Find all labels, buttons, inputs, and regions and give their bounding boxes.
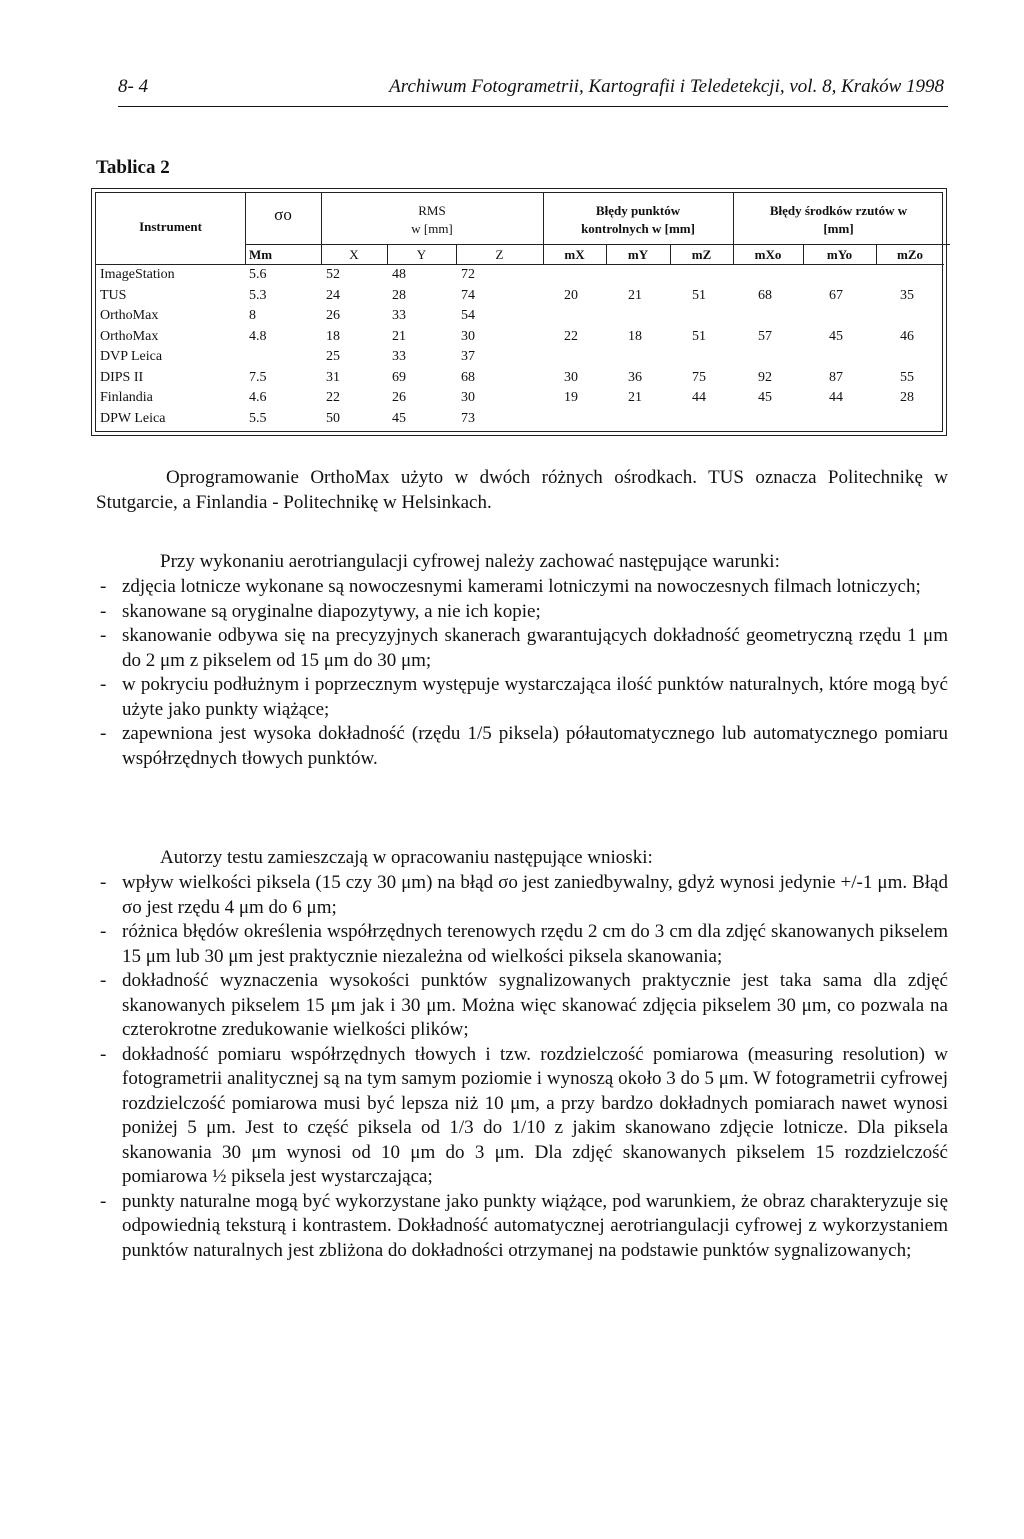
table-cell-z: 54 bbox=[461, 308, 475, 323]
header-control-errors-unit: kontrolnych w [mm] bbox=[581, 221, 695, 236]
table-cell-mxo: 57 bbox=[758, 328, 772, 344]
table-cell-x: 25 bbox=[326, 349, 340, 364]
table-cell-y: 28 bbox=[392, 287, 406, 303]
list-item: - wpływ wielkości piksela (15 czy 30 μm) na błąd σo jest zaniedbywalny, gdyż wynosi jedynie +/-1 μm. Błąd σo jest rzędu 4 μm do 6 μm; bbox=[100, 871, 948, 920]
conditions-lead: Przy wykonaniu aerotriangulacji cyfrowej należy zachować następujące warunki: bbox=[160, 551, 780, 572]
table-cell-z: 73 bbox=[461, 410, 475, 426]
table-cell-my: 18 bbox=[628, 328, 642, 344]
table-cell-sigma: 5.6 bbox=[249, 267, 267, 282]
header-sigma: σo bbox=[274, 205, 292, 224]
table-cell-myo: 67 bbox=[829, 287, 843, 303]
table-cell-instrument: OrthoMax bbox=[100, 308, 159, 323]
table-cell-sigma: 5.5 bbox=[249, 410, 267, 426]
table-cell-x: 26 bbox=[326, 308, 340, 323]
header-center-errors: Błędy środków rzutów w bbox=[769, 203, 908, 218]
header-rms-x: X bbox=[349, 247, 359, 262]
journal-title: Archiwum Fotogrametrii, Kartografii i Teledetekcji, vol. 8, Kraków 1998 bbox=[389, 76, 944, 97]
table-cell-z: 72 bbox=[461, 267, 475, 282]
table-cell-y: 26 bbox=[392, 390, 406, 405]
list-item: - zdjęcia lotnicze wykonane są nowoczesnymi kamerami lotniczymi na nowoczesnych filmach lotniczych; bbox=[100, 575, 948, 600]
table-rule bbox=[96, 264, 944, 265]
table-cell-instrument: OrthoMax bbox=[100, 328, 159, 344]
running-header bbox=[118, 72, 948, 107]
table-cell-x: 18 bbox=[326, 328, 340, 344]
table-note: Oprogramowanie OrthoMax użyto w dwóch różnych ośrodkach. TUS oznacza Politechnikę w Stutgarcie, a Finlandia - Politechnikę w Helsinkach. bbox=[96, 467, 948, 513]
list-item: - dokładność wyznaczenia wysokości punktów sygnalizowanych praktycznie jest taka sama dla zdjęć skanowanych pikselem 15 μm jak i 30 μm. Można więc skanować zdjęcia pikselem 30 μm, co pozwala na czterokrotne zredukowanie wielkości plików; bbox=[100, 969, 948, 1043]
table-cell-mx: 22 bbox=[564, 328, 578, 344]
table-cell-sigma: 5.3 bbox=[249, 287, 267, 303]
results-table-grid bbox=[95, 192, 943, 432]
table-cell-mx: 19 bbox=[564, 390, 578, 405]
table-cell-sigma: 4.8 bbox=[249, 328, 267, 344]
table-cell-mz: 75 bbox=[692, 369, 706, 385]
conclusions-list bbox=[100, 871, 948, 1263]
table-cell-x: 24 bbox=[326, 287, 340, 303]
table-cell-instrument: TUS bbox=[100, 287, 127, 303]
header-my: mY bbox=[627, 247, 649, 262]
table-cell-my: 21 bbox=[628, 390, 642, 405]
table-cell-z: 30 bbox=[461, 390, 475, 405]
table-cell-mzo: 46 bbox=[900, 328, 914, 344]
table-cell-z: 30 bbox=[461, 328, 475, 344]
header-rms-unit: w [mm] bbox=[411, 221, 453, 236]
table-cell-y: 21 bbox=[392, 328, 406, 344]
header-rms-y: Y bbox=[416, 247, 427, 262]
table-cell-sigma: 7.5 bbox=[249, 369, 267, 385]
table-cell-myo: 44 bbox=[829, 390, 843, 405]
header-instrument: Instrument bbox=[139, 219, 202, 234]
table-cell-y: 69 bbox=[392, 369, 406, 385]
table-cell-instrument: DVP Leica bbox=[100, 349, 163, 364]
table-cell-x: 50 bbox=[326, 410, 340, 426]
table-cell-sigma: 4.6 bbox=[249, 390, 267, 405]
table-title: Tablica 2 bbox=[96, 157, 170, 178]
header-mz: mZ bbox=[691, 247, 712, 262]
table-cell-my: 21 bbox=[628, 287, 642, 303]
conclusions-lead: Autorzy testu zamieszczają w opracowaniu następujące wnioski: bbox=[160, 847, 653, 868]
table-cell-mxo: 68 bbox=[758, 287, 772, 303]
header-center-errors-unit: [mm] bbox=[823, 221, 854, 236]
table-cell-z: 74 bbox=[461, 287, 475, 303]
table-cell-mxo: 45 bbox=[758, 390, 772, 405]
header-mx: mX bbox=[564, 247, 585, 262]
header-mzo: mZo bbox=[897, 247, 923, 262]
header-sigma-unit: Mm bbox=[249, 247, 273, 262]
table-cell-mx: 30 bbox=[564, 369, 578, 385]
header-rms: RMS bbox=[418, 203, 446, 218]
table-cell-y: 45 bbox=[392, 410, 406, 426]
table-cell-mx: 20 bbox=[564, 287, 578, 303]
header-myo: mYo bbox=[826, 247, 853, 262]
table-cell-y: 33 bbox=[392, 349, 406, 364]
results-table bbox=[91, 188, 947, 436]
list-item: - skanowane są oryginalne diapozytywy, a nie ich kopie; bbox=[100, 600, 948, 625]
list-item: - dokładność pomiaru współrzędnych tłowych i tzw. rozdzielczość pomiarowa (measuring resolution) w fotogrametrii analitycznej są na tym samym poziomie i wynoszą około 3 do 5 μm. W fotogrametrii cyfrowej rozdzielczość pomiarowa musi być lepsza niż 10 μm, a przy bardzo dokładnych pomiarach nawet wynosi poniżej 5 μm. Jest to część piksela od 1/3 do 1/10 z jakim skanowano zdjęcie lotnicze. Dla piksela skanowania 30 μm wynosi od 10 μm do 3 μm. Dla zdjęć skanowanych pikselem 15 rozdzielczość pomiarowa ½ piksela jest wystarczająca; bbox=[100, 1043, 948, 1190]
table-cell-mxo: 92 bbox=[758, 369, 772, 385]
table-cell-mzo: 55 bbox=[900, 369, 914, 385]
table-cell-z: 37 bbox=[461, 349, 475, 364]
table-cell-myo: 45 bbox=[829, 328, 843, 344]
header-mxo: mXo bbox=[754, 247, 782, 262]
table-cell-y: 33 bbox=[392, 308, 406, 323]
table-cell-instrument: ImageStation bbox=[100, 267, 175, 282]
table-cell-mz: 44 bbox=[692, 390, 706, 405]
table-cell-instrument: DPW Leica bbox=[100, 410, 166, 426]
list-item: - punkty naturalne mogą być wykorzystane jako punkty wiążące, pod warunkiem, że obraz charakteryzuje się odpowiednią teksturą i kontrastem. Dokładność automatycznej aerotriangulacji cyfrowej z wykorzystaniem punktów naturalnych jest zbliżona do dokładności otrzymanej na podstawie punktów sygnalizowanych; bbox=[100, 1190, 948, 1264]
table-cell-instrument: DIPS II bbox=[100, 369, 144, 385]
table-cell-z: 68 bbox=[461, 369, 475, 385]
table-cell-x: 22 bbox=[326, 390, 340, 405]
list-item: - zapewniona jest wysoka dokładność (rzędu 1/5 piksela) półautomatycznego lub automatycznego pomiaru współrzędnych tłowych punktów. bbox=[100, 722, 948, 771]
table-cell-instrument: Finlandia bbox=[100, 390, 153, 405]
header-rms-z: Z bbox=[495, 247, 504, 262]
table-cell-mz: 51 bbox=[692, 287, 706, 303]
table-cell-x: 31 bbox=[326, 369, 340, 385]
table-cell-myo: 87 bbox=[829, 369, 843, 385]
header-control-errors: Błędy punktów bbox=[595, 203, 681, 218]
page-number: 8- 4 bbox=[118, 76, 149, 97]
conditions-list bbox=[100, 575, 948, 771]
list-item: - w pokryciu podłużnym i poprzecznym występuje wystarczająca ilość punktów naturalnych, które mogą być użyte jako punkty wiążące; bbox=[100, 673, 948, 722]
table-rule bbox=[245, 244, 950, 245]
table-cell-mz: 51 bbox=[692, 328, 706, 344]
table-cell-my: 36 bbox=[628, 369, 642, 385]
table-cell-y: 48 bbox=[392, 267, 406, 282]
list-item: - różnica błędów określenia współrzędnych terenowych rzędu 2 cm do 3 cm dla zdjęć skanowanych pikselem 15 μm lub 30 μm jest praktycznie niezależna od wielkości piksela skanowania; bbox=[100, 920, 948, 969]
table-cell-x: 52 bbox=[326, 267, 340, 282]
list-item: - skanowanie odbywa się na precyzyjnych skanerach gwarantujących dokładność geometryczną rzędu 1 μm do 2 μm z pikselem od 15 μm do 30 μm; bbox=[100, 624, 948, 673]
table-cell-mzo: 28 bbox=[900, 390, 914, 405]
table-cell-mzo: 35 bbox=[900, 287, 914, 303]
table-cell-sigma: 8 bbox=[249, 308, 256, 323]
